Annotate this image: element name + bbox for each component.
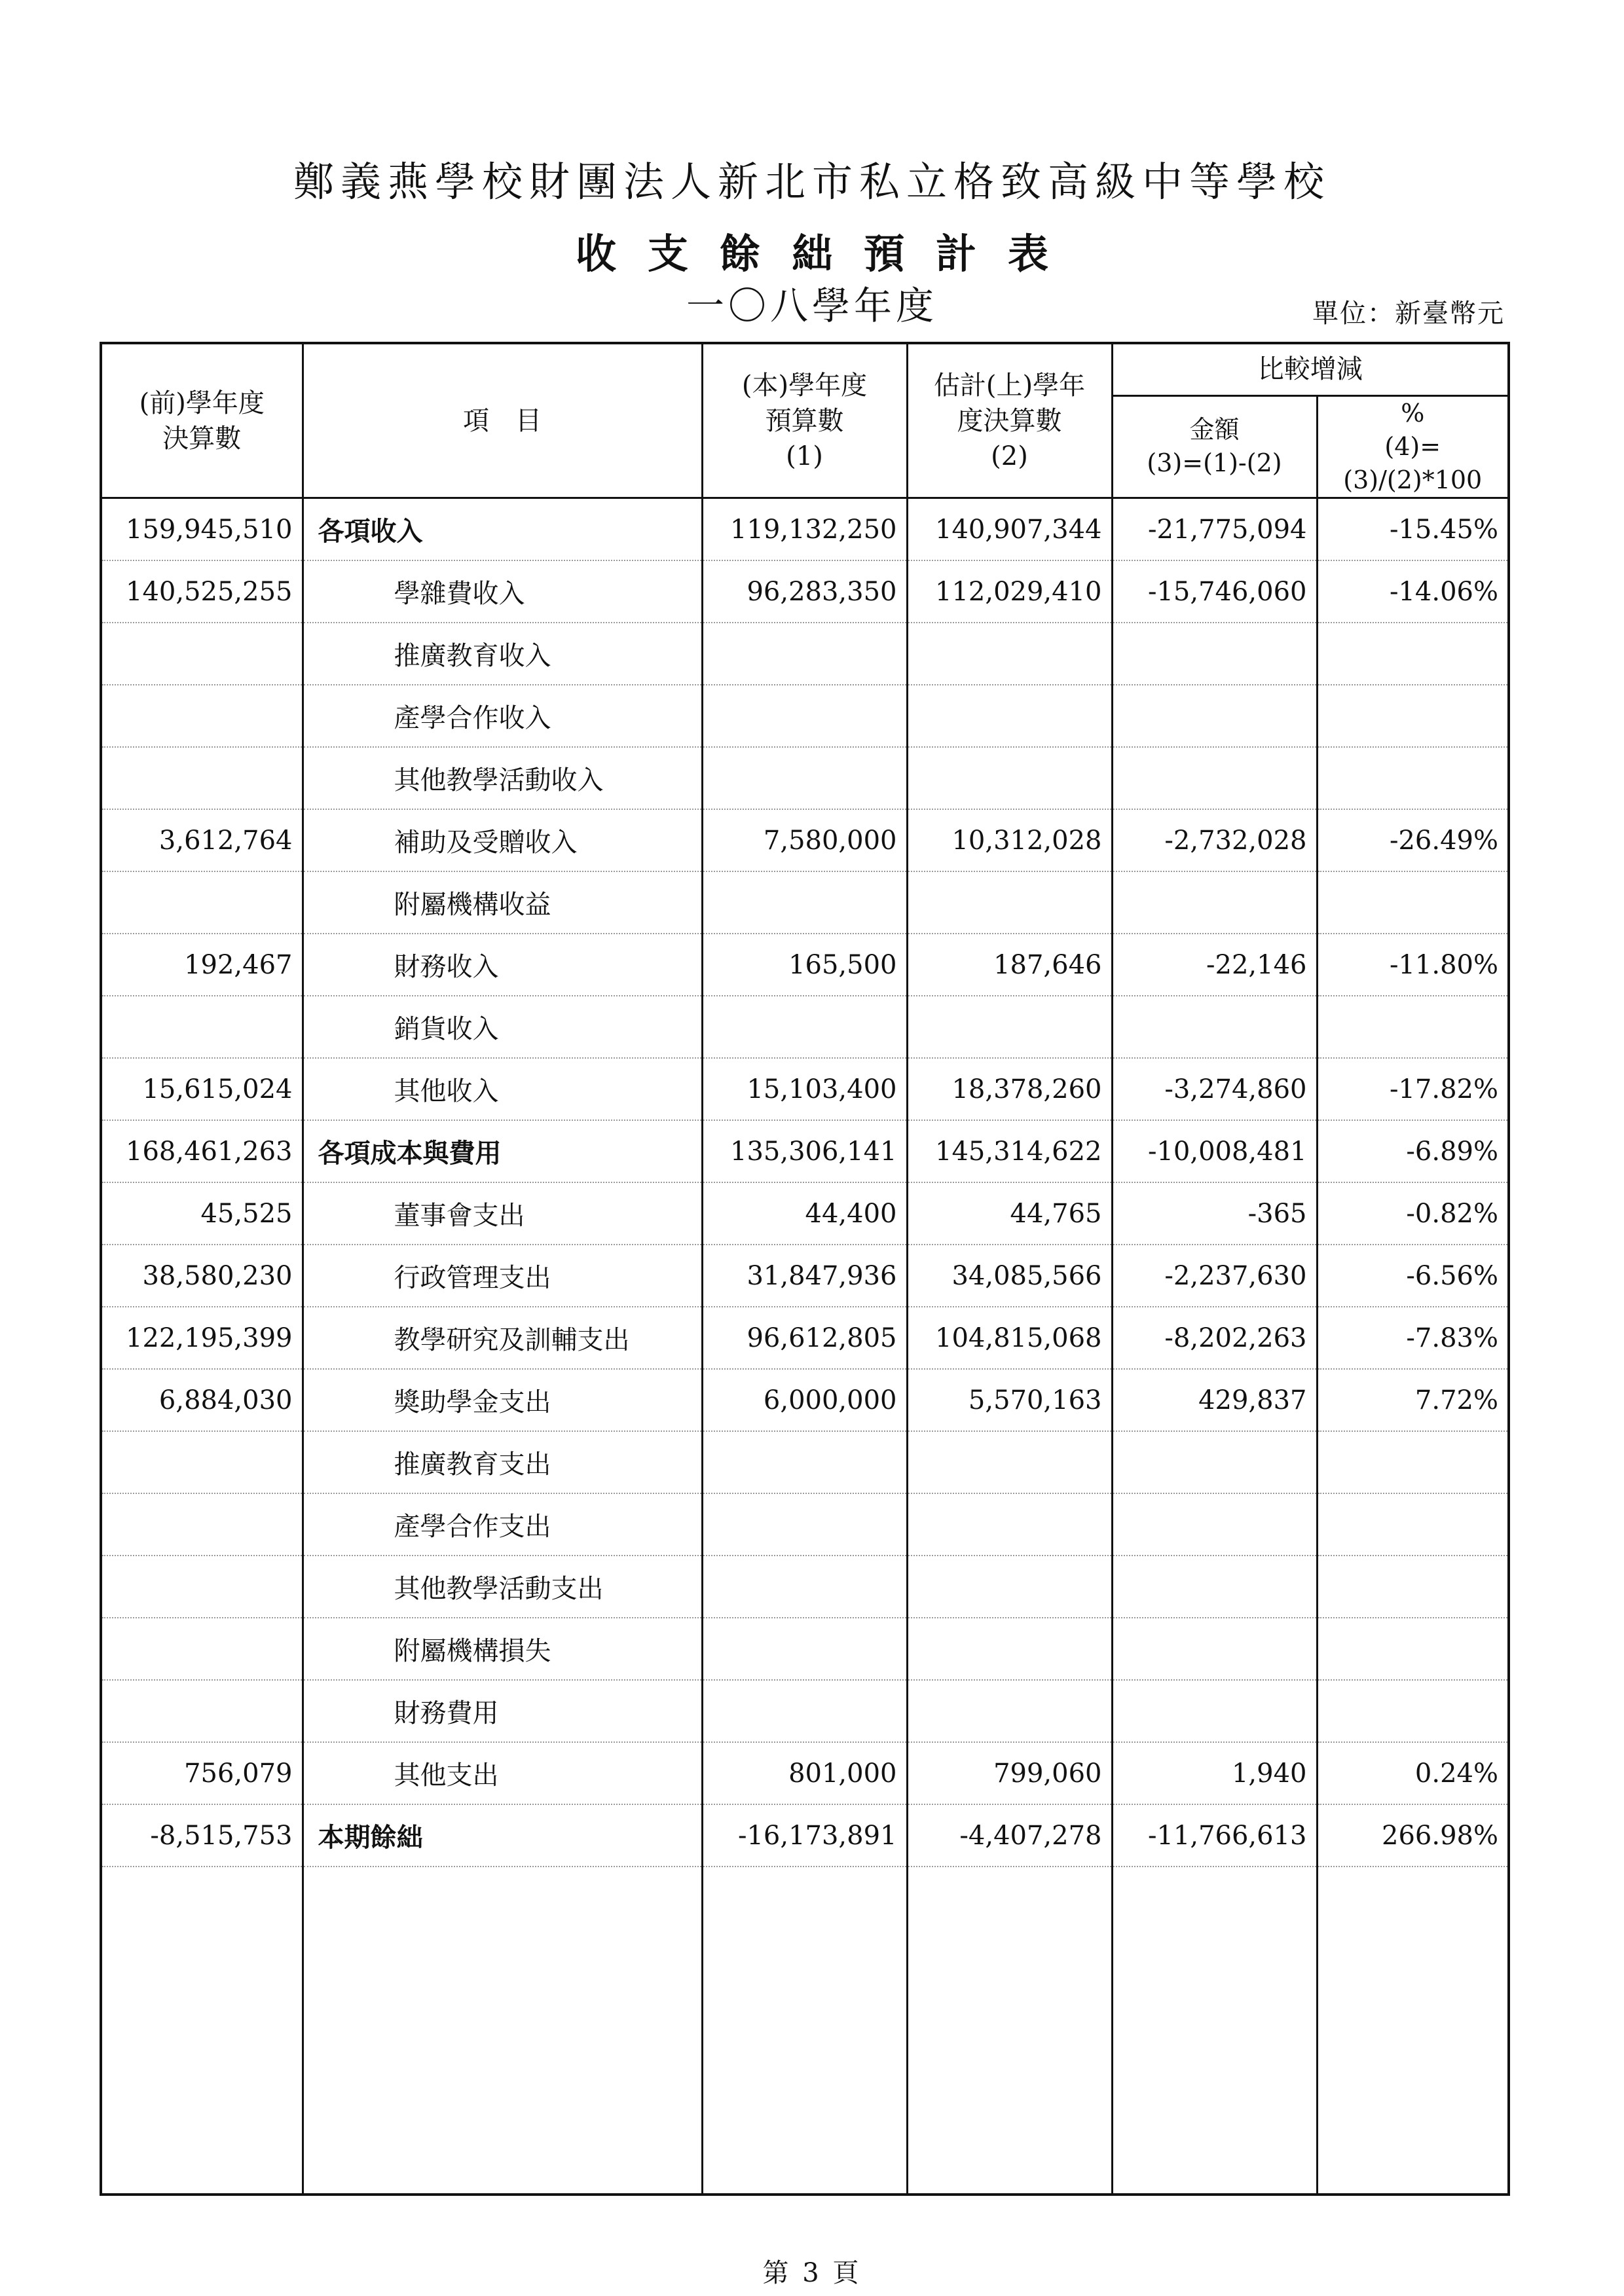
cell-item: 行政管理支出: [303, 1245, 702, 1307]
table-body: [101, 498, 1509, 2195]
cell-item: 董事會支出: [303, 1182, 702, 1245]
cell-budget: [702, 1493, 907, 1556]
cell-change-percent: [1317, 1618, 1509, 1680]
cell-item: 其他教學活動收入: [303, 747, 702, 809]
cell-budget: 119,132,250: [702, 498, 907, 561]
report-org-title: 鄭義燕學校財團法人新北市私立格致高級中等學校: [293, 158, 1331, 206]
cell-prev-actual: [101, 747, 303, 809]
cell-budget: [702, 1556, 907, 1618]
page-number: 第 3 頁: [762, 2258, 862, 2288]
table-row: [101, 1804, 1509, 1867]
cell-prev-actual: [101, 1431, 303, 1493]
cell-change-percent: [1317, 871, 1509, 934]
cell-change-amount: [1112, 1431, 1317, 1493]
cell-change-amount: [1112, 1493, 1317, 1556]
table-row: [101, 685, 1509, 747]
cell-budget: 165,500: [702, 934, 907, 996]
cell-prev-actual: 15,615,024: [101, 1058, 303, 1120]
cell-change-percent: 0.24%: [1317, 1742, 1509, 1804]
table-row: [101, 1493, 1509, 1556]
cell-change-percent: [1317, 1680, 1509, 1742]
cell-change-percent: -6.56%: [1317, 1245, 1509, 1307]
cell-prev-actual: [101, 996, 303, 1058]
cell-change-amount: -11,766,613: [1112, 1804, 1317, 1867]
header-prev-actual: (前)學年度 決算數: [101, 343, 303, 498]
cell-change-amount: -2,732,028: [1112, 809, 1317, 871]
cell-item: 教學研究及訓輔支出: [303, 1307, 702, 1369]
cell-change-amount: 1,940: [1112, 1742, 1317, 1804]
table-row: [101, 1245, 1509, 1307]
cell-change-amount: -365: [1112, 1182, 1317, 1245]
table-header: [101, 343, 1509, 498]
empty-cell: [702, 1867, 907, 2195]
currency-unit-note: 單位：新臺幣元: [1312, 299, 1505, 329]
cell-prev-actual: 6,884,030: [101, 1369, 303, 1431]
cell-change-amount: [1112, 1618, 1317, 1680]
cell-budget: 96,612,805: [702, 1307, 907, 1369]
header-item: 項 目: [303, 343, 702, 498]
cell-estimate: 18,378,260: [907, 1058, 1112, 1120]
cell-change-amount: -15,746,060: [1112, 560, 1317, 623]
table-row: [101, 1369, 1509, 1431]
cell-change-percent: [1317, 685, 1509, 747]
header-percent: % (4)=(3)/(2)*100: [1317, 395, 1509, 498]
cell-estimate: 5,570,163: [907, 1369, 1112, 1431]
cell-estimate: [907, 1493, 1112, 1556]
table-row: [101, 1307, 1509, 1369]
cell-change-percent: 7.72%: [1317, 1369, 1509, 1431]
cell-item: 財務費用: [303, 1680, 702, 1742]
cell-item: 銷貨收入: [303, 996, 702, 1058]
cell-estimate: [907, 747, 1112, 809]
cell-item: 財務收入: [303, 934, 702, 996]
cell-item: 本期餘絀: [303, 1804, 702, 1867]
cell-change-amount: [1112, 1556, 1317, 1618]
table-empty-area: [101, 1867, 1509, 2195]
cell-budget: [702, 623, 907, 685]
table-row: [101, 996, 1509, 1058]
cell-item: 其他支出: [303, 1742, 702, 1804]
table-row: [101, 623, 1509, 685]
cell-budget: [702, 1618, 907, 1680]
cell-estimate: 34,085,566: [907, 1245, 1112, 1307]
cell-item: 其他教學活動支出: [303, 1556, 702, 1618]
cell-item: 補助及受贈收入: [303, 809, 702, 871]
cell-estimate: [907, 1680, 1112, 1742]
cell-change-amount: [1112, 685, 1317, 747]
cell-budget: [702, 1431, 907, 1493]
cell-change-percent: 266.98%: [1317, 1804, 1509, 1867]
cell-prev-actual: 38,580,230: [101, 1245, 303, 1307]
cell-item: 各項收入: [303, 498, 702, 561]
cell-prev-actual: [101, 685, 303, 747]
table-row: [101, 498, 1509, 561]
cell-budget: 31,847,936: [702, 1245, 907, 1307]
cell-change-percent: -6.89%: [1317, 1120, 1509, 1182]
table-row: [101, 1556, 1509, 1618]
cell-estimate: 799,060: [907, 1742, 1112, 1804]
cell-budget: 96,283,350: [702, 560, 907, 623]
cell-change-percent: -11.80%: [1317, 934, 1509, 996]
cell-prev-actual: [101, 1680, 303, 1742]
cell-prev-actual: 122,195,399: [101, 1307, 303, 1369]
cell-change-percent: [1317, 996, 1509, 1058]
cell-estimate: 145,314,622: [907, 1120, 1112, 1182]
cell-change-amount: [1112, 996, 1317, 1058]
cell-change-percent: [1317, 1556, 1509, 1618]
cell-change-amount: -3,274,860: [1112, 1058, 1317, 1120]
cell-change-amount: -8,202,263: [1112, 1307, 1317, 1369]
cell-estimate: [907, 623, 1112, 685]
table-row: [101, 1742, 1509, 1804]
cell-change-amount: -10,008,481: [1112, 1120, 1317, 1182]
cell-estimate: 140,907,344: [907, 498, 1112, 561]
cell-estimate: [907, 996, 1112, 1058]
table-row: [101, 1058, 1509, 1120]
budget-table: [100, 342, 1510, 2196]
cell-item: 推廣教育支出: [303, 1431, 702, 1493]
header-budget: (本)學年度 預算數 (1): [702, 343, 907, 498]
cell-item: 獎助學金支出: [303, 1369, 702, 1431]
empty-cell: [1317, 1867, 1509, 2195]
cell-change-amount: [1112, 1680, 1317, 1742]
table-row: [101, 1182, 1509, 1245]
table-row: [101, 1120, 1509, 1182]
cell-budget: 801,000: [702, 1742, 907, 1804]
cell-prev-actual: [101, 1493, 303, 1556]
table-row: [101, 809, 1509, 871]
header-amount: 金額 (3)=(1)-(2): [1112, 395, 1317, 498]
cell-change-percent: -17.82%: [1317, 1058, 1509, 1120]
cell-budget: [702, 685, 907, 747]
cell-change-percent: [1317, 747, 1509, 809]
cell-budget: -16,173,891: [702, 1804, 907, 1867]
cell-budget: [702, 996, 907, 1058]
cell-change-percent: -26.49%: [1317, 809, 1509, 871]
table-row: [101, 1680, 1509, 1742]
cell-item: 產學合作支出: [303, 1493, 702, 1556]
cell-prev-actual: 168,461,263: [101, 1120, 303, 1182]
cell-estimate: 104,815,068: [907, 1307, 1112, 1369]
empty-cell: [101, 1867, 303, 2195]
cell-prev-actual: 3,612,764: [101, 809, 303, 871]
cell-budget: 135,306,141: [702, 1120, 907, 1182]
header-compare: 比較增減: [1112, 343, 1509, 395]
table-row: [101, 1618, 1509, 1680]
cell-prev-actual: [101, 1556, 303, 1618]
cell-prev-actual: 192,467: [101, 934, 303, 996]
cell-item: 學雜費收入: [303, 560, 702, 623]
header-estimate: 估計(上)學年 度決算數 (2): [907, 343, 1112, 498]
cell-budget: [702, 871, 907, 934]
cell-change-amount: 429,837: [1112, 1369, 1317, 1431]
cell-change-amount: [1112, 747, 1317, 809]
cell-change-percent: -0.82%: [1317, 1182, 1509, 1245]
cell-change-amount: -21,775,094: [1112, 498, 1317, 561]
cell-change-percent: -7.83%: [1317, 1307, 1509, 1369]
cell-estimate: [907, 1618, 1112, 1680]
cell-prev-actual: [101, 623, 303, 685]
cell-estimate: [907, 1556, 1112, 1618]
cell-change-amount: [1112, 623, 1317, 685]
cell-prev-actual: 140,525,255: [101, 560, 303, 623]
cell-item: 其他收入: [303, 1058, 702, 1120]
cell-budget: 15,103,400: [702, 1058, 907, 1120]
cell-change-percent: [1317, 623, 1509, 685]
cell-budget: 6,000,000: [702, 1369, 907, 1431]
cell-item: 各項成本與費用: [303, 1120, 702, 1182]
cell-estimate: [907, 685, 1112, 747]
cell-budget: 44,400: [702, 1182, 907, 1245]
empty-cell: [1112, 1867, 1317, 2195]
cell-change-amount: -22,146: [1112, 934, 1317, 996]
table-row: [101, 934, 1509, 996]
cell-prev-actual: -8,515,753: [101, 1804, 303, 1867]
cell-estimate: [907, 871, 1112, 934]
cell-change-percent: [1317, 1493, 1509, 1556]
cell-estimate: 112,029,410: [907, 560, 1112, 623]
cell-prev-actual: 159,945,510: [101, 498, 303, 561]
cell-change-amount: -2,237,630: [1112, 1245, 1317, 1307]
cell-change-amount: [1112, 871, 1317, 934]
table-row: [101, 747, 1509, 809]
cell-budget: 7,580,000: [702, 809, 907, 871]
cell-item: 附屬機構損失: [303, 1618, 702, 1680]
report-title: 收支餘絀預計表: [575, 230, 1080, 278]
cell-item: 產學合作收入: [303, 685, 702, 747]
cell-budget: [702, 747, 907, 809]
table-row: [101, 1431, 1509, 1493]
table-row: [101, 871, 1509, 934]
cell-change-percent: -14.06%: [1317, 560, 1509, 623]
cell-prev-actual: 756,079: [101, 1742, 303, 1804]
cell-prev-actual: [101, 871, 303, 934]
table-row: [101, 560, 1509, 623]
cell-estimate: [907, 1431, 1112, 1493]
cell-change-percent: -15.45%: [1317, 498, 1509, 561]
cell-estimate: 10,312,028: [907, 809, 1112, 871]
cell-prev-actual: [101, 1618, 303, 1680]
cell-prev-actual: 45,525: [101, 1182, 303, 1245]
empty-cell: [907, 1867, 1112, 2195]
cell-estimate: 187,646: [907, 934, 1112, 996]
cell-estimate: 44,765: [907, 1182, 1112, 1245]
cell-item: 推廣教育收入: [303, 623, 702, 685]
cell-budget: [702, 1680, 907, 1742]
empty-cell: [303, 1867, 702, 2195]
cell-item: 附屬機構收益: [303, 871, 702, 934]
report-academic-year: 一〇八學年度: [686, 283, 938, 328]
cell-estimate: -4,407,278: [907, 1804, 1112, 1867]
cell-change-percent: [1317, 1431, 1509, 1493]
